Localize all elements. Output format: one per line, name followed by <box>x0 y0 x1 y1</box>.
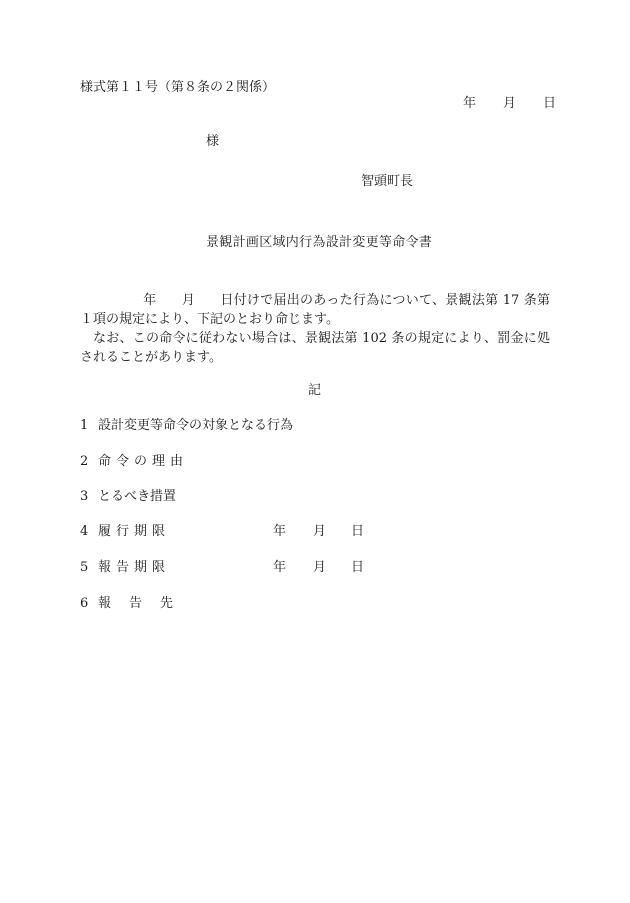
body-date-month: 月 <box>181 293 196 308</box>
performance-deadline-date <box>273 523 364 540</box>
item-label: 命令の理由 <box>98 454 189 469</box>
item-label: 設計変更等命令の対象となる行為 <box>98 418 294 433</box>
due-month: 月 <box>313 524 327 539</box>
issue-date-day: 日 <box>543 96 557 111</box>
list-item-report-deadline <box>80 559 365 576</box>
item-label: 報告先 <box>98 596 192 611</box>
item-number: 3 <box>80 489 89 504</box>
body-paragraph-1 <box>80 291 550 329</box>
issue-date <box>463 95 556 112</box>
list-item-performance-deadline <box>80 523 365 540</box>
due-day: 日 <box>351 524 365 539</box>
issue-date-month: 月 <box>503 96 517 111</box>
addressee-honorific: 様 <box>206 134 220 149</box>
body-paragraph-1-text: 日付けで届出のあった行為について、景観法第 17 条第１項の規定により、下記のとおり命じます。 <box>80 293 550 327</box>
report-deadline-date <box>273 559 364 576</box>
form-number: 様式第１１号（第８条の２関係） <box>80 80 276 95</box>
item-label: 報告期限 <box>98 560 171 575</box>
list-item-reason <box>80 453 188 470</box>
issue-date-year: 年 <box>463 96 477 111</box>
due-day: 日 <box>351 560 365 575</box>
item-label: とるべき措置 <box>98 489 177 504</box>
sender-title: 智頭町長 <box>361 174 414 189</box>
due-year: 年 <box>273 524 287 539</box>
list-item-report-to <box>80 595 191 612</box>
list-item-target-action <box>80 417 293 434</box>
due-year: 年 <box>273 560 287 575</box>
item-number: 5 <box>80 560 89 575</box>
item-label: 履行期限 <box>98 524 171 539</box>
item-number: 1 <box>80 418 89 433</box>
item-number: 6 <box>80 596 89 611</box>
body-date-year: 年 <box>143 293 157 308</box>
ki-heading: 記 <box>308 383 322 398</box>
item-number: 2 <box>80 454 89 469</box>
list-item-measures <box>80 488 176 505</box>
body-paragraph-2: なお、この命令に従わない場合は、景観法第 102 条の規定により、罰金に処されることがあります。 <box>80 331 550 365</box>
document-title: 景観計画区域内行為設計変更等命令書 <box>206 235 433 250</box>
item-number: 4 <box>80 524 89 539</box>
due-month: 月 <box>313 560 327 575</box>
